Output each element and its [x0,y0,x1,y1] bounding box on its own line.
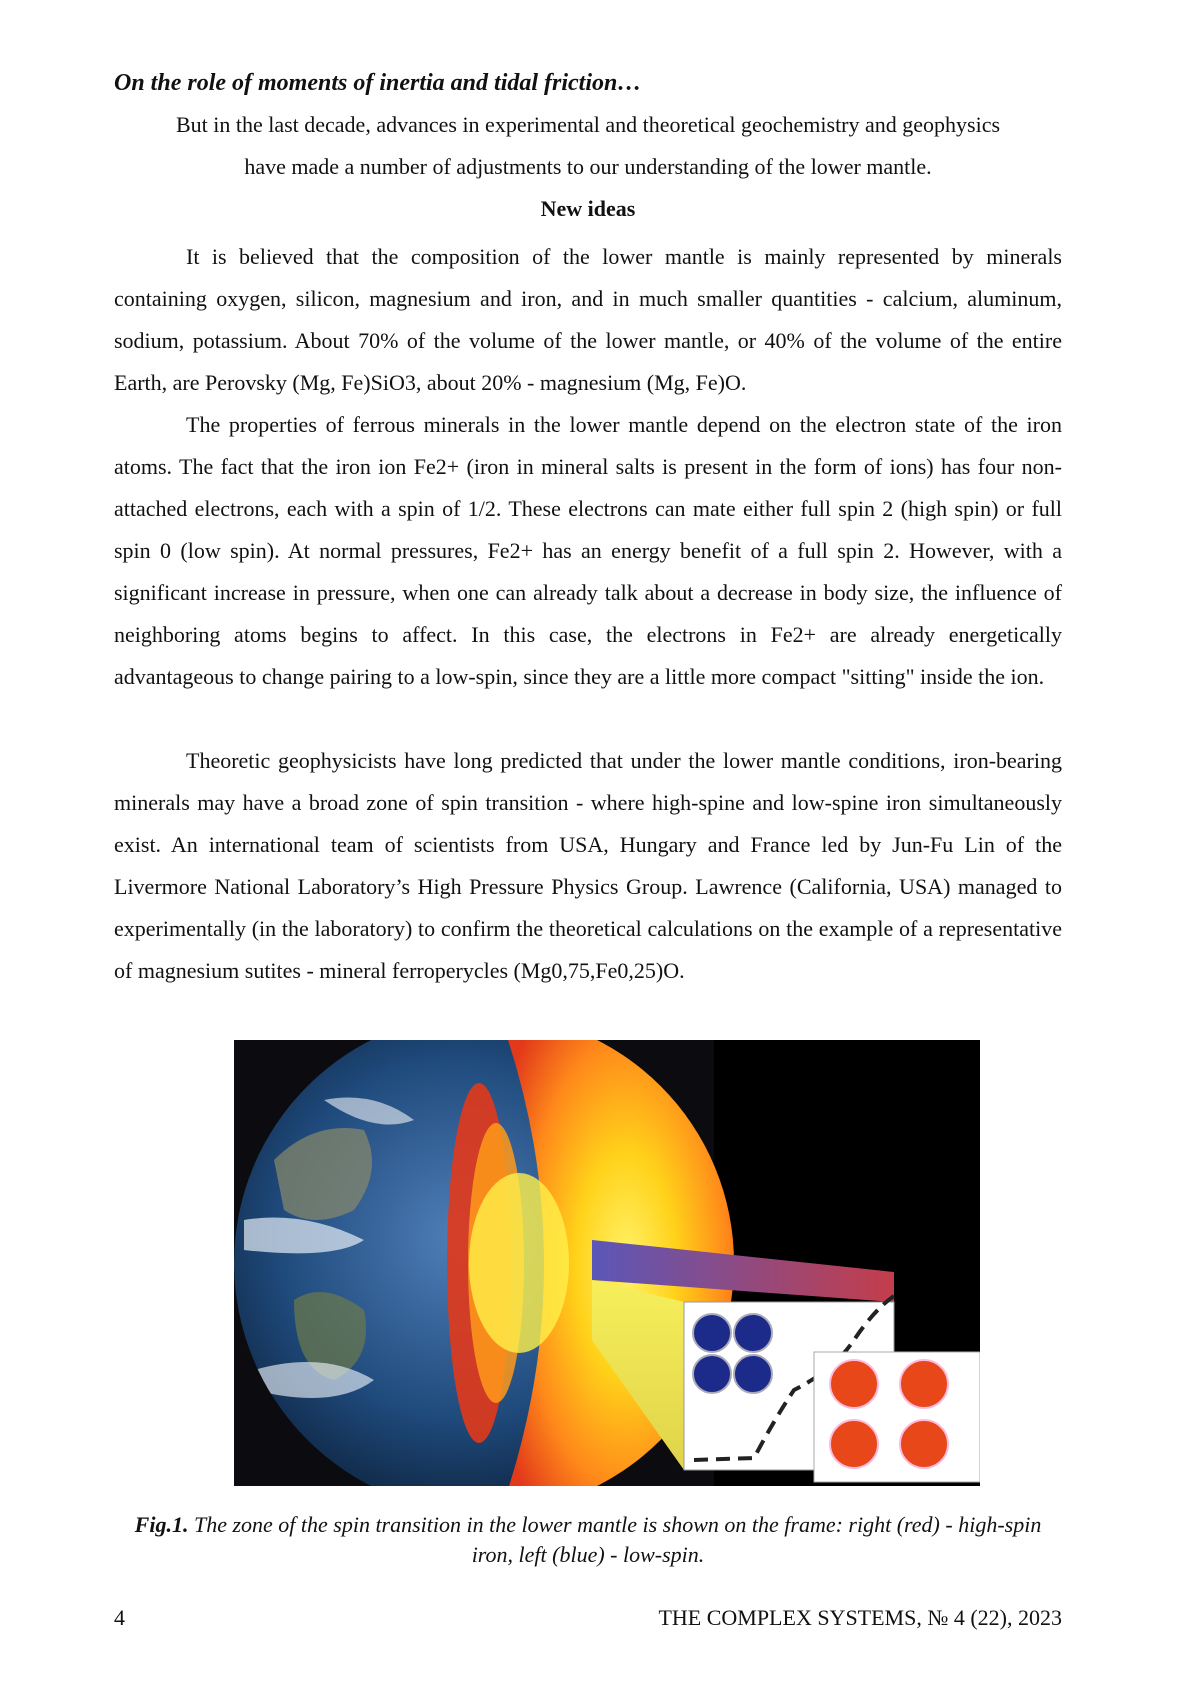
figure-caption [114,1510,1062,1570]
figure-caption-label: Fig.1. [134,1512,189,1537]
figure-caption-text: The zone of the spin transition in the lower mantle is shown on the frame: right (red) - high-spin iron, left (blue) - low-spin. [188,1512,1042,1567]
intro-paragraph: But in the last decade, advances in experimental and theoretical geochemistry and geophysics have made a number of adjustments to our understanding of the lower mantle. [175,112,1001,179]
paragraph-composition: It is believed that the composition of the lower mantle is mainly represented by minerals containing oxygen, silicon, magnesium and iron, and in much smaller quantities - calcium, aluminum, sodium, potassium. About 70% of the volume of the lower mantle, or 40% of the volume of the entire Earth, are Perovsky (Mg, Fe)SiO3, about 20% - magnesium (Mg, Fe)O. [114,244,1062,395]
running-head: On the role of moments of inertia and tidal friction… [114,70,642,96]
paragraph-spin-states: The properties of ferrous minerals in the lower mantle depend on the electron state of the iron atoms. The fact that the iron ion Fe2+ (iron in mineral salts is present in the form of ions) has four non-attached electrons, each with a spin of 1/2. These electrons can mate either full spin 2 (high spin) or full spin 0 (low spin). At normal pressures, Fe2+ has an energy benefit of a full spin 2. However, with a significant increase in pressure, when one can already talk about a decrease in body size, the influence of neighboring atoms begins to affect. In this case, the electrons in Fe2+ are already energetically advantageous to change pairing to a low-spin, since they are a little more compact "sitting" inside the ion. [114,412,1062,689]
paragraph-experiment: Theoretic geophysicists have long predicted that under the lower mantle conditions, iron-bearing minerals may have a broad zone of spin transition - where high-spine and low-spine iron simultaneously exist. An international team of scientists from USA, Hungary and France led by Jun-Fu Lin of the Livermore National Laboratory’s High Pressure Physics Group. Lawrence (California, USA) managed to experimentally (in the laboratory) to confirm the theoretical calculations on the example of a representative of magnesium sutites - mineral ferroperycles (Mg0,75,Fe0,25)O. [114,748,1062,983]
page-number: 4 [114,1605,125,1630]
section-heading: New ideas [540,196,636,221]
figure-earth-cutaway [234,1040,980,1486]
earth-spin-transition-illustration [234,1040,980,1486]
journal-footer: THE COMPLEX SYSTEMS, № 4 (22), 2023 [658,1605,1062,1630]
